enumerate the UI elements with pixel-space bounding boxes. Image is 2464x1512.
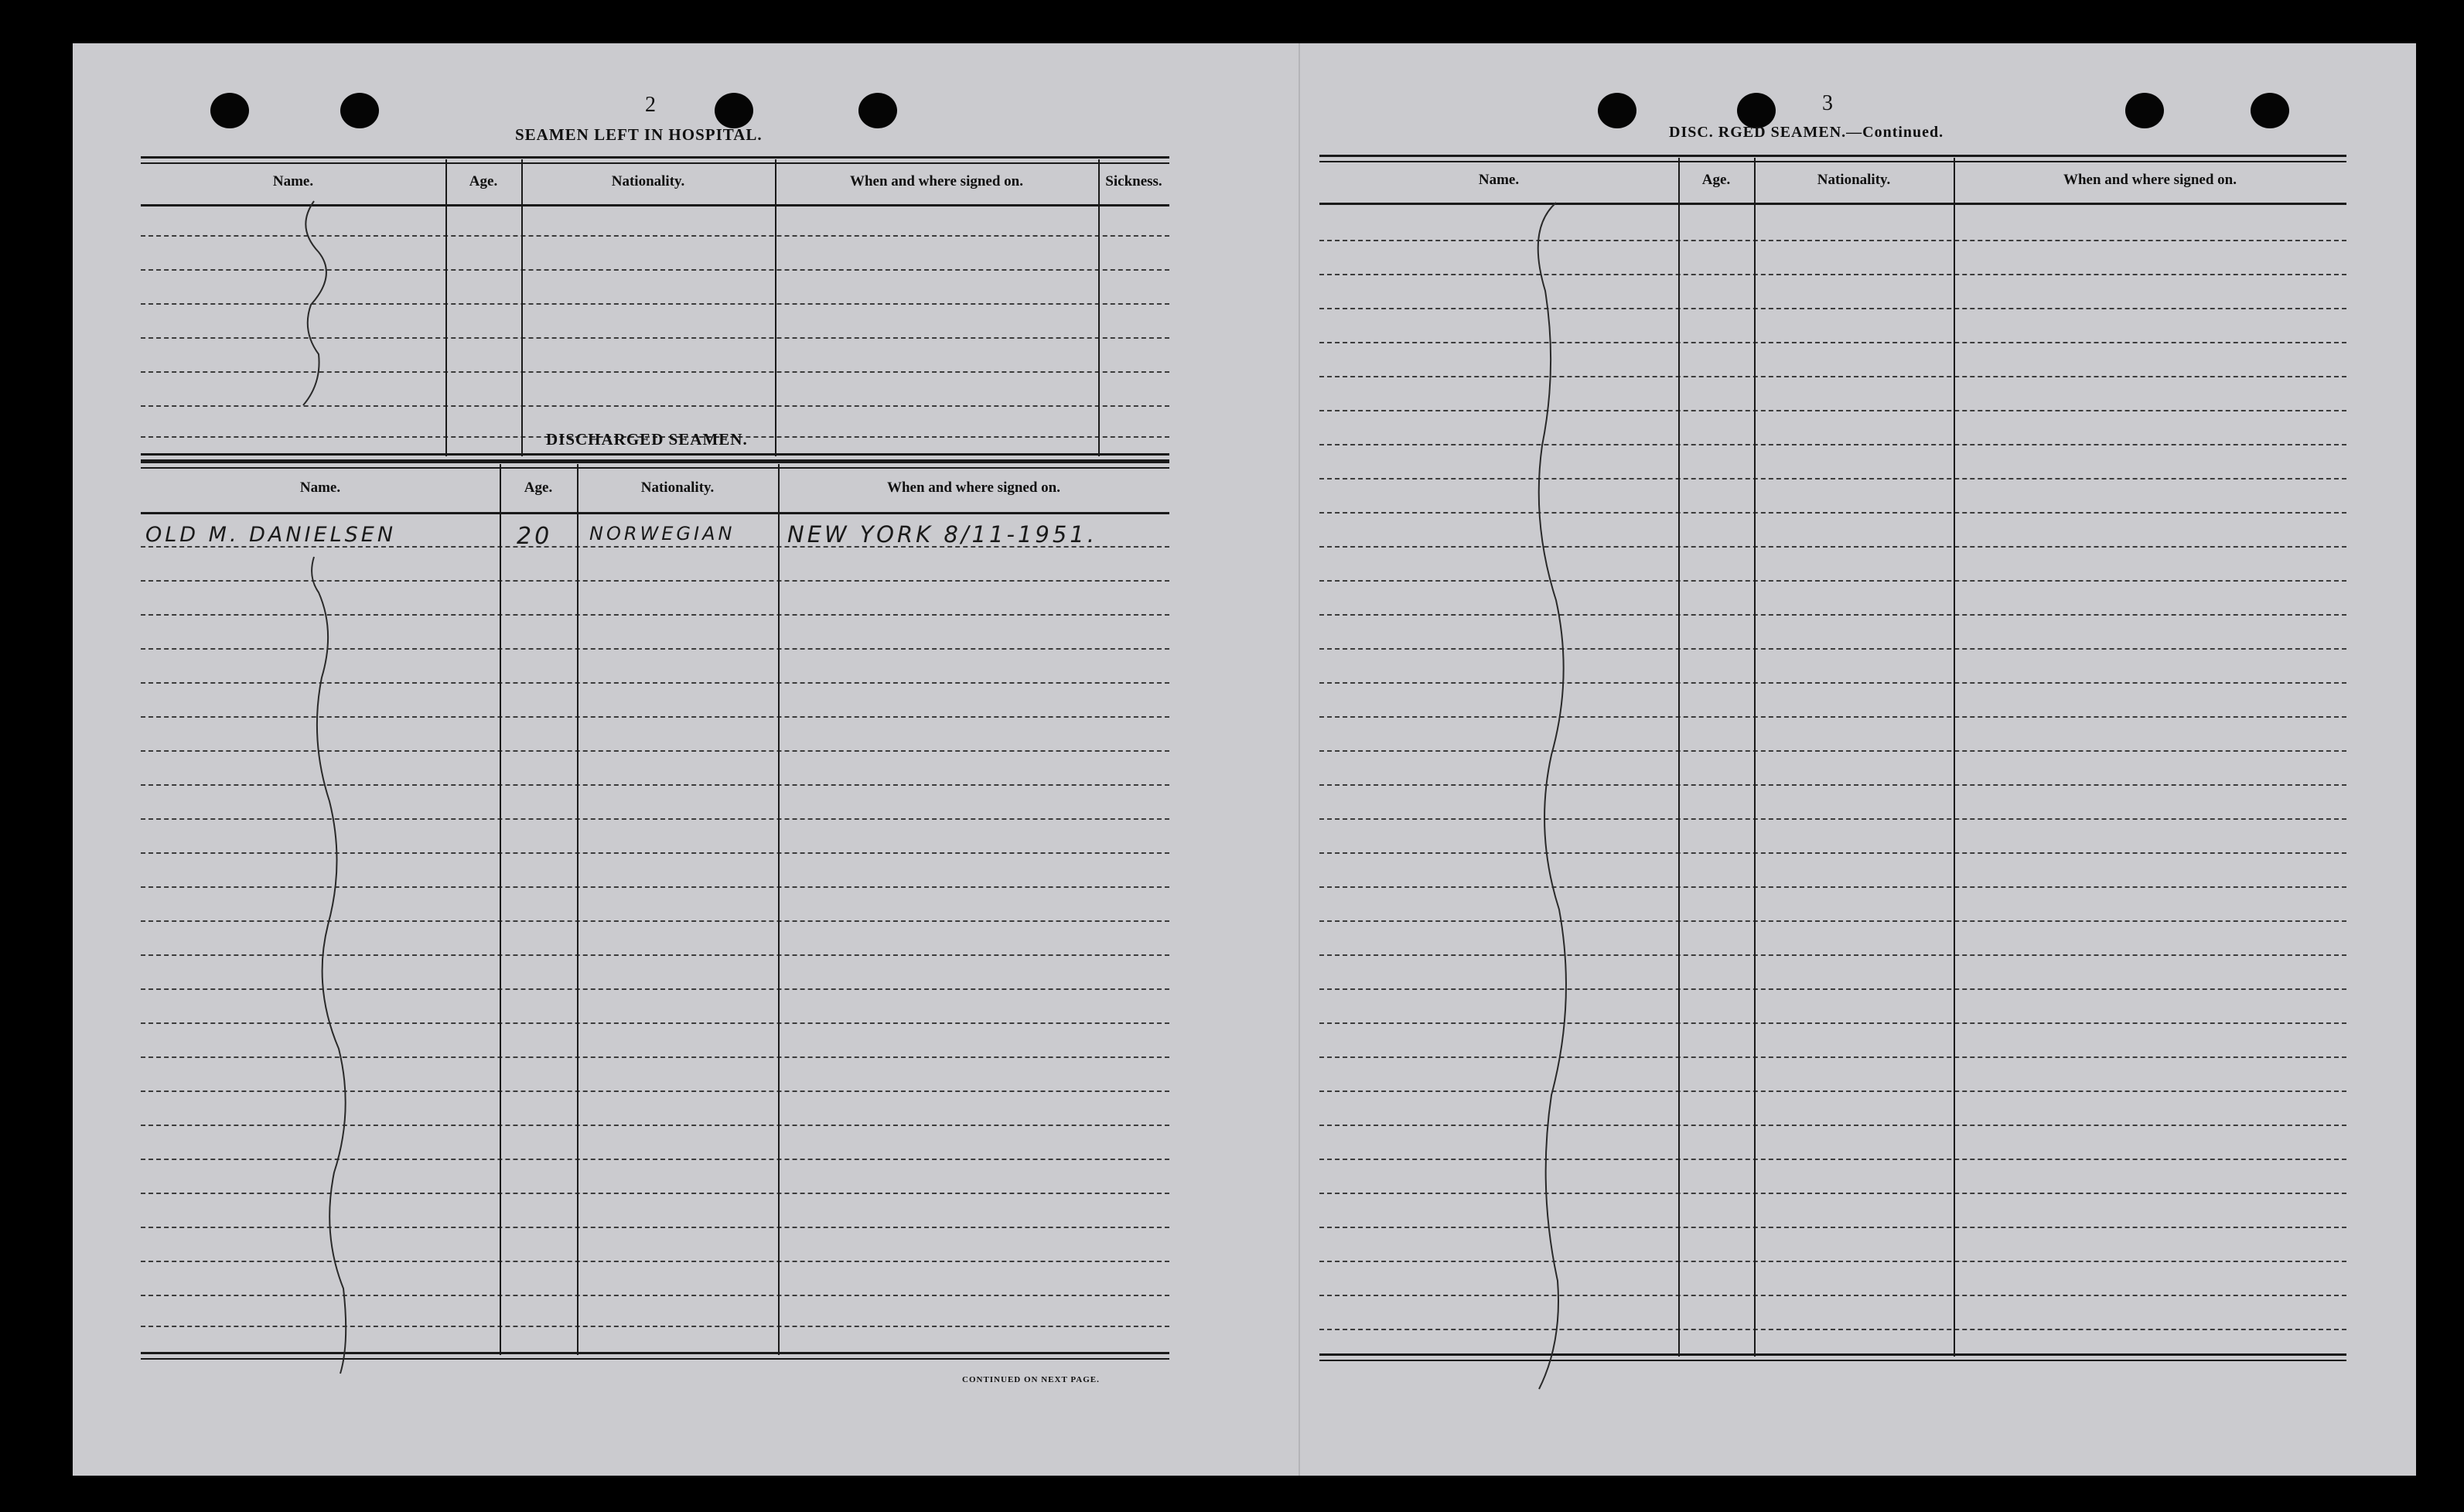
continued-footnote: CONTINUED ON NEXT PAGE.: [962, 1375, 1100, 1384]
page-number-left: 2: [645, 93, 656, 117]
header-age: Age.: [1701, 172, 1731, 188]
header-nationality: Nationality.: [611, 173, 685, 189]
header-age: Age.: [524, 480, 553, 496]
header-sickness: Sickness.: [1105, 173, 1162, 189]
hospital-section-title: SEAMEN LEFT IN HOSPITAL.: [515, 125, 763, 144]
header-signed-on: When and where signed on.: [849, 173, 1023, 189]
header-signed-on: When and where signed on.: [886, 480, 1060, 496]
right-section-title: DISC. RGED SEAMEN.—Continued.: [1669, 124, 1944, 141]
header-name: Name.: [1478, 172, 1520, 188]
seaman-signed-on: NEW YORK 8/11-1951.: [787, 521, 1097, 548]
document-sheet: [73, 43, 2416, 1476]
header-nationality: Nationality.: [1817, 172, 1891, 188]
seaman-age: 20: [517, 523, 553, 550]
header-nationality: Nationality.: [640, 480, 715, 496]
header-age: Age.: [469, 173, 498, 189]
cancellation-marks: [73, 43, 2416, 1476]
discharged-cancel-line: [312, 557, 346, 1374]
discharged-section-title: DISCHARGED SEAMEN.: [546, 430, 748, 449]
seaman-name: OLD M. DANIELSEN: [145, 523, 397, 547]
header-name: Name.: [299, 480, 341, 496]
page-number-right: 3: [1822, 91, 1833, 115]
right-cancel-line: [1538, 203, 1566, 1389]
seaman-nationality: NORWEGIAN: [589, 523, 735, 544]
hospital-cancel-line: [303, 201, 326, 405]
header-name: Name.: [272, 173, 314, 189]
header-signed-on: When and where signed on.: [2063, 172, 2237, 188]
